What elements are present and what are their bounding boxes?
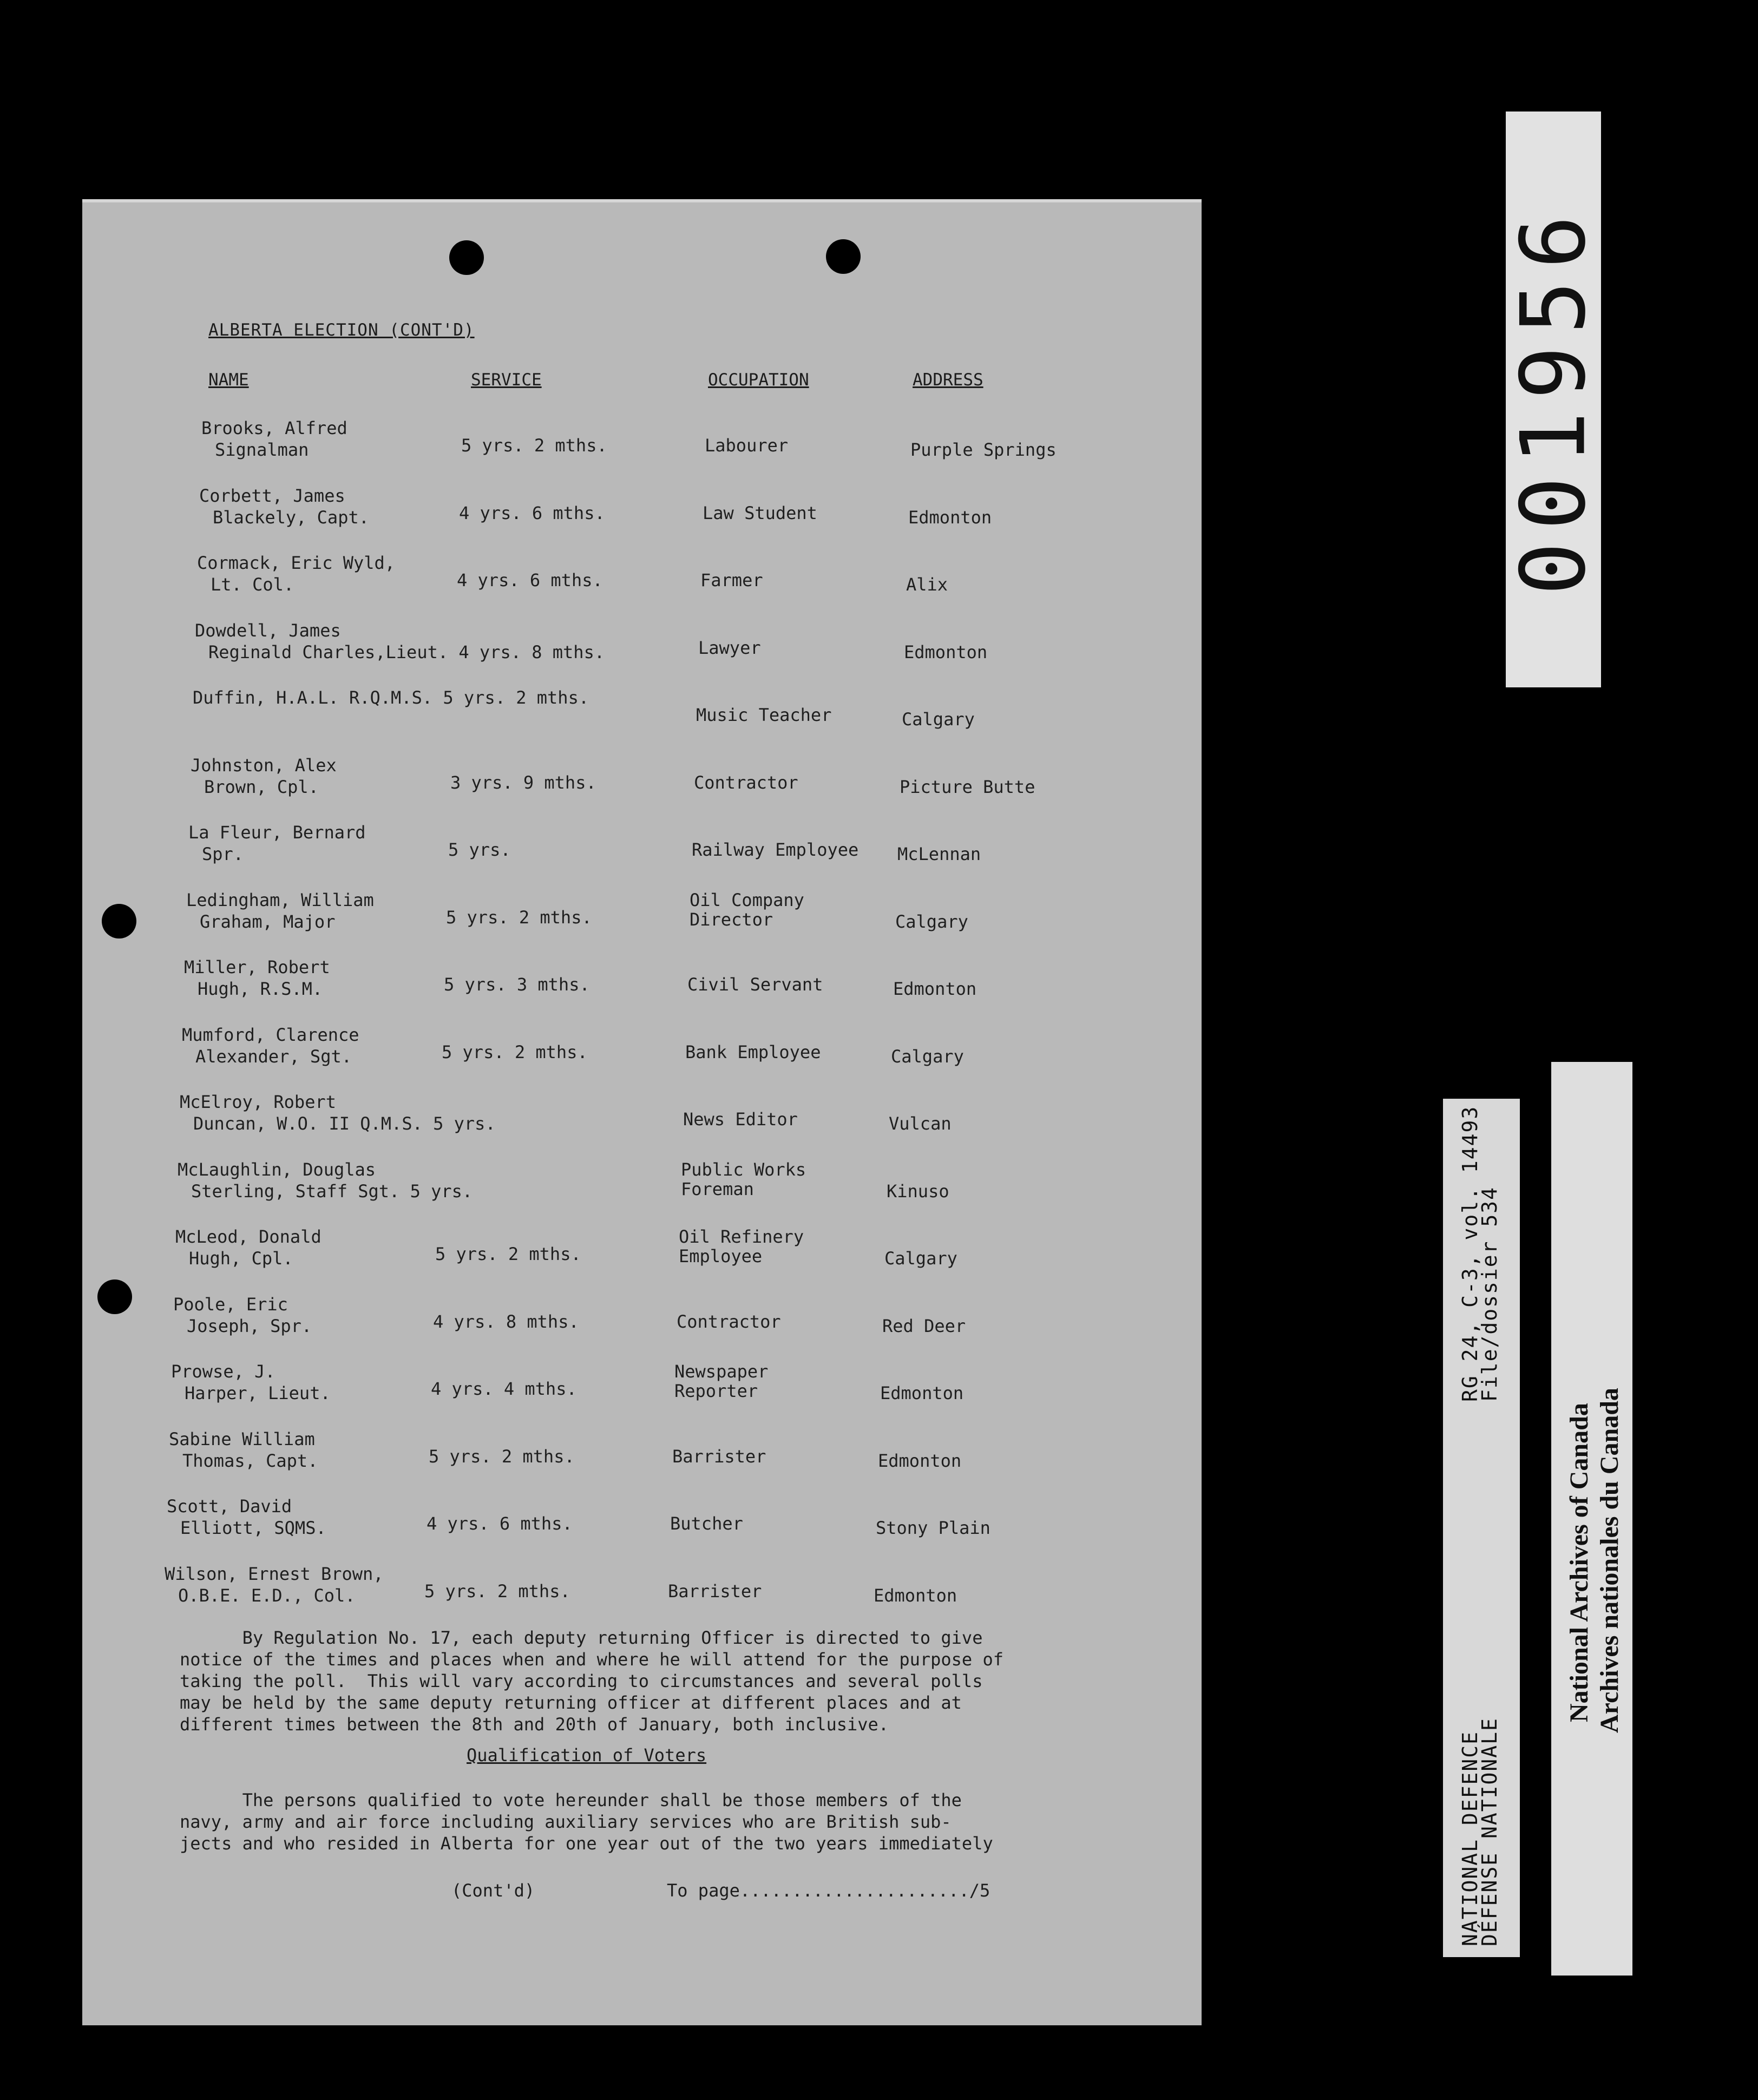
entry-occupation-line1: Labourer: [705, 435, 789, 456]
entry-occupation-line1: Contractor: [677, 1311, 781, 1332]
entry-name-line2: Reginald Charles,Lieut. 4 yrs. 8 mths.: [208, 641, 605, 662]
entry-name-line1: Ledingham, William: [186, 889, 374, 910]
qualification-heading: Qualification of Voters: [467, 1745, 707, 1766]
frame-number-strip: [1501, 111, 1605, 687]
entry-name-line1: Brooks, Alfred: [201, 418, 347, 438]
entry-occupation-line1: Contractor: [694, 772, 798, 793]
regulation-paragraph: [180, 1627, 1003, 1735]
entry-service: 4 yrs. 8 mths.: [433, 1311, 579, 1332]
entry-service: 5 yrs. 2 mths.: [446, 907, 592, 928]
footer-page: To page....................../5: [667, 1880, 990, 1901]
column-header-service: SERVICE: [471, 370, 542, 390]
punch-hole: [97, 1279, 132, 1314]
entry-name-line2: Graham, Major: [200, 911, 336, 932]
entry-name-line2: Signalman: [215, 439, 309, 460]
punch-hole: [102, 904, 136, 939]
entry-name-line1: Johnston, Alex: [191, 754, 337, 776]
entry-address: Edmonton: [908, 507, 992, 528]
entry-name-line1: Duffin, H.A.L. R.Q.M.S. 5 yrs. 2 mths.: [193, 687, 589, 708]
reference-label: [1443, 1099, 1520, 1957]
paragraph-line: By Regulation No. 17, each deputy returning Officer is directed to give: [180, 1628, 983, 1648]
entry-occupation-line1: Farmer: [700, 570, 763, 590]
column-header-occupation: OCCUPATION: [708, 370, 809, 390]
entry-name-line1: Scott, David: [167, 1496, 292, 1517]
qualification-paragraph: [180, 1789, 993, 1854]
entry-name-line2: Elliott, SQMS.: [180, 1518, 326, 1538]
entry-name-line2: Hugh, Cpl.: [189, 1248, 293, 1269]
entry-name-line1: McLaughlin, Douglas: [178, 1159, 376, 1180]
paragraph-line: jects and who resided in Alberta for one year out of the two years immediately: [180, 1833, 993, 1854]
department-line-2: DÉFENSE NATIONALE: [1478, 1717, 1501, 1946]
entry-name-line2: Sterling, Staff Sgt. 5 yrs.: [191, 1180, 473, 1202]
entry-name-line2: Thomas, Capt.: [182, 1450, 318, 1471]
paragraph-line: may be held by the same deputy returning officer at different places and at: [180, 1692, 962, 1713]
entry-address: Edmonton: [874, 1585, 957, 1606]
entry-occupation-line1: Newspaper: [674, 1361, 769, 1382]
entry-service: 5 yrs. 2 mths.: [435, 1244, 581, 1264]
reference-line-2: File/dossier 534: [1478, 1186, 1501, 1402]
entry-occupation-line1: Law Student: [703, 502, 817, 523]
entry-name-line1: Miller, Robert: [184, 957, 330, 977]
punch-hole: [449, 240, 484, 275]
entry-name-line2: Blackely, Capt.: [213, 507, 369, 528]
punch-hole: [826, 239, 861, 274]
entry-occupation-line1: Butcher: [670, 1513, 743, 1534]
entry-service: 4 yrs. 6 mths.: [457, 570, 603, 590]
entry-address: McLennan: [897, 844, 981, 864]
entry-name-line1: Prowse, J.: [171, 1361, 275, 1382]
entry-address: Edmonton: [880, 1383, 964, 1403]
entry-name-line1: Sabine William: [169, 1428, 315, 1449]
paragraph-line: The persons qualified to vote hereunder shall be those members of the: [180, 1790, 962, 1810]
archives-french: Archives nationales du Canada: [1595, 1388, 1624, 1733]
entry-address: Red Deer: [882, 1315, 966, 1336]
entry-service: 4 yrs. 6 mths.: [459, 502, 605, 523]
entry-occupation-line2: Reporter: [674, 1381, 758, 1401]
entry-occupation-line1: News Editor: [683, 1109, 798, 1130]
reference-line-1: RG 24, C-3, vol. 14493: [1458, 1105, 1482, 1402]
entry-occupation-line1: Music Teacher: [696, 705, 832, 725]
entry-occupation-line1: Civil Servant: [687, 974, 823, 995]
entry-name-line2: Harper, Lieut.: [185, 1383, 331, 1403]
entry-service: 5 yrs. 2 mths.: [429, 1446, 575, 1467]
entry-service: 4 yrs. 4 mths.: [431, 1379, 577, 1399]
entry-occupation-line2: Foreman: [681, 1178, 754, 1199]
entry-occupation-line2: Employee: [679, 1246, 763, 1266]
entry-occupation-line1: Barrister: [668, 1580, 762, 1602]
entry-service: 5 yrs.: [448, 839, 511, 860]
entry-occupation-line1: Lawyer: [698, 637, 761, 658]
entry-name-line1: Mumford, Clarence: [182, 1024, 359, 1045]
entry-address: Alix: [906, 574, 948, 595]
entry-occupation-line1: Oil Company: [690, 889, 804, 910]
entry-occupation-line2: Director: [690, 909, 773, 930]
entry-service: 3 yrs. 9 mths.: [450, 772, 596, 793]
entry-address: Picture Butte: [900, 776, 1035, 797]
entry-name-line1: Poole, Eric: [173, 1294, 288, 1315]
entry-address: Edmonton: [893, 979, 977, 999]
entry-name-line1: La Fleur, Bernard: [188, 822, 366, 843]
footer-contd: (Cont'd): [451, 1880, 535, 1901]
entry-name-line1: McLeod, Donald: [175, 1226, 322, 1247]
entry-name-line2: O.B.E. E.D., Col.: [178, 1585, 356, 1606]
column-header-name: NAME: [208, 370, 249, 390]
paragraph-line: navy, army and air force including auxiliary services who are British sub-: [180, 1812, 952, 1832]
entry-name-line2: Hugh, R.S.M.: [198, 979, 323, 999]
entry-occupation-line1: Railway Employee: [692, 839, 859, 860]
entry-address: Edmonton: [878, 1450, 962, 1471]
entry-service: 5 yrs. 2 mths.: [442, 1041, 588, 1062]
entry-occupation-line1: Barrister: [672, 1446, 766, 1467]
entry-address: Vulcan: [889, 1113, 952, 1134]
entry-service: 5 yrs. 2 mths.: [461, 435, 607, 456]
entry-service: 5 yrs. 3 mths.: [444, 974, 590, 995]
document-title: ALBERTA ELECTION (CONT'D): [208, 320, 475, 340]
entry-occupation-line1: Public Works: [681, 1159, 806, 1180]
paragraph-line: different times between the 8th and 20th of January, both inclusive.: [180, 1714, 889, 1735]
frame-number: 001956: [1501, 203, 1605, 596]
entry-name-line1: Corbett, James: [199, 485, 345, 506]
entry-name-line2: Alexander, Sgt.: [195, 1046, 352, 1067]
entry-occupation-line1: Bank Employee: [685, 1041, 821, 1062]
entry-name-line1: Wilson, Ernest Brown,: [165, 1563, 384, 1584]
entry-name-line1: Dowdell, James: [195, 620, 341, 641]
entry-service: 4 yrs. 6 mths.: [427, 1513, 573, 1534]
entry-name-line2: Joseph, Spr.: [187, 1315, 312, 1336]
department-line-1: NATIONAL DEFENCE: [1458, 1730, 1482, 1946]
entry-service: 5 yrs. 2 mths.: [424, 1580, 570, 1602]
column-header-address: ADDRESS: [913, 370, 983, 390]
entry-address: Calgary: [902, 709, 975, 730]
entry-address: Calgary: [884, 1248, 957, 1269]
entry-address: Calgary: [891, 1046, 964, 1067]
paragraph-line: notice of the times and places when and where he will attend for the purpose of: [180, 1649, 1003, 1670]
entry-name-line1: Cormack, Eric Wyld,: [197, 553, 396, 573]
entry-address: Stony Plain: [876, 1518, 990, 1538]
entry-address: Calgary: [895, 911, 968, 932]
entry-occupation-line1: Oil Refinery: [679, 1226, 804, 1247]
entry-name-line2: Duncan, W.O. II Q.M.S. 5 yrs.: [193, 1113, 496, 1134]
entry-address: Edmonton: [904, 641, 988, 662]
document-page: [82, 199, 1202, 2025]
entry-name-line1: McElroy, Robert: [180, 1092, 336, 1112]
entry-name-line2: Spr.: [202, 844, 244, 864]
entry-name-line2: Lt. Col.: [211, 574, 294, 595]
entry-address: Kinuso: [887, 1180, 949, 1202]
entry-name-line2: Brown, Cpl.: [204, 776, 319, 797]
paragraph-line: taking the poll. This will vary according to circumstances and several polls: [180, 1671, 983, 1691]
entry-address: Purple Springs: [910, 439, 1057, 460]
archives-label: [1551, 1062, 1632, 1976]
archives-english: National Archives of Canada: [1565, 1403, 1593, 1722]
